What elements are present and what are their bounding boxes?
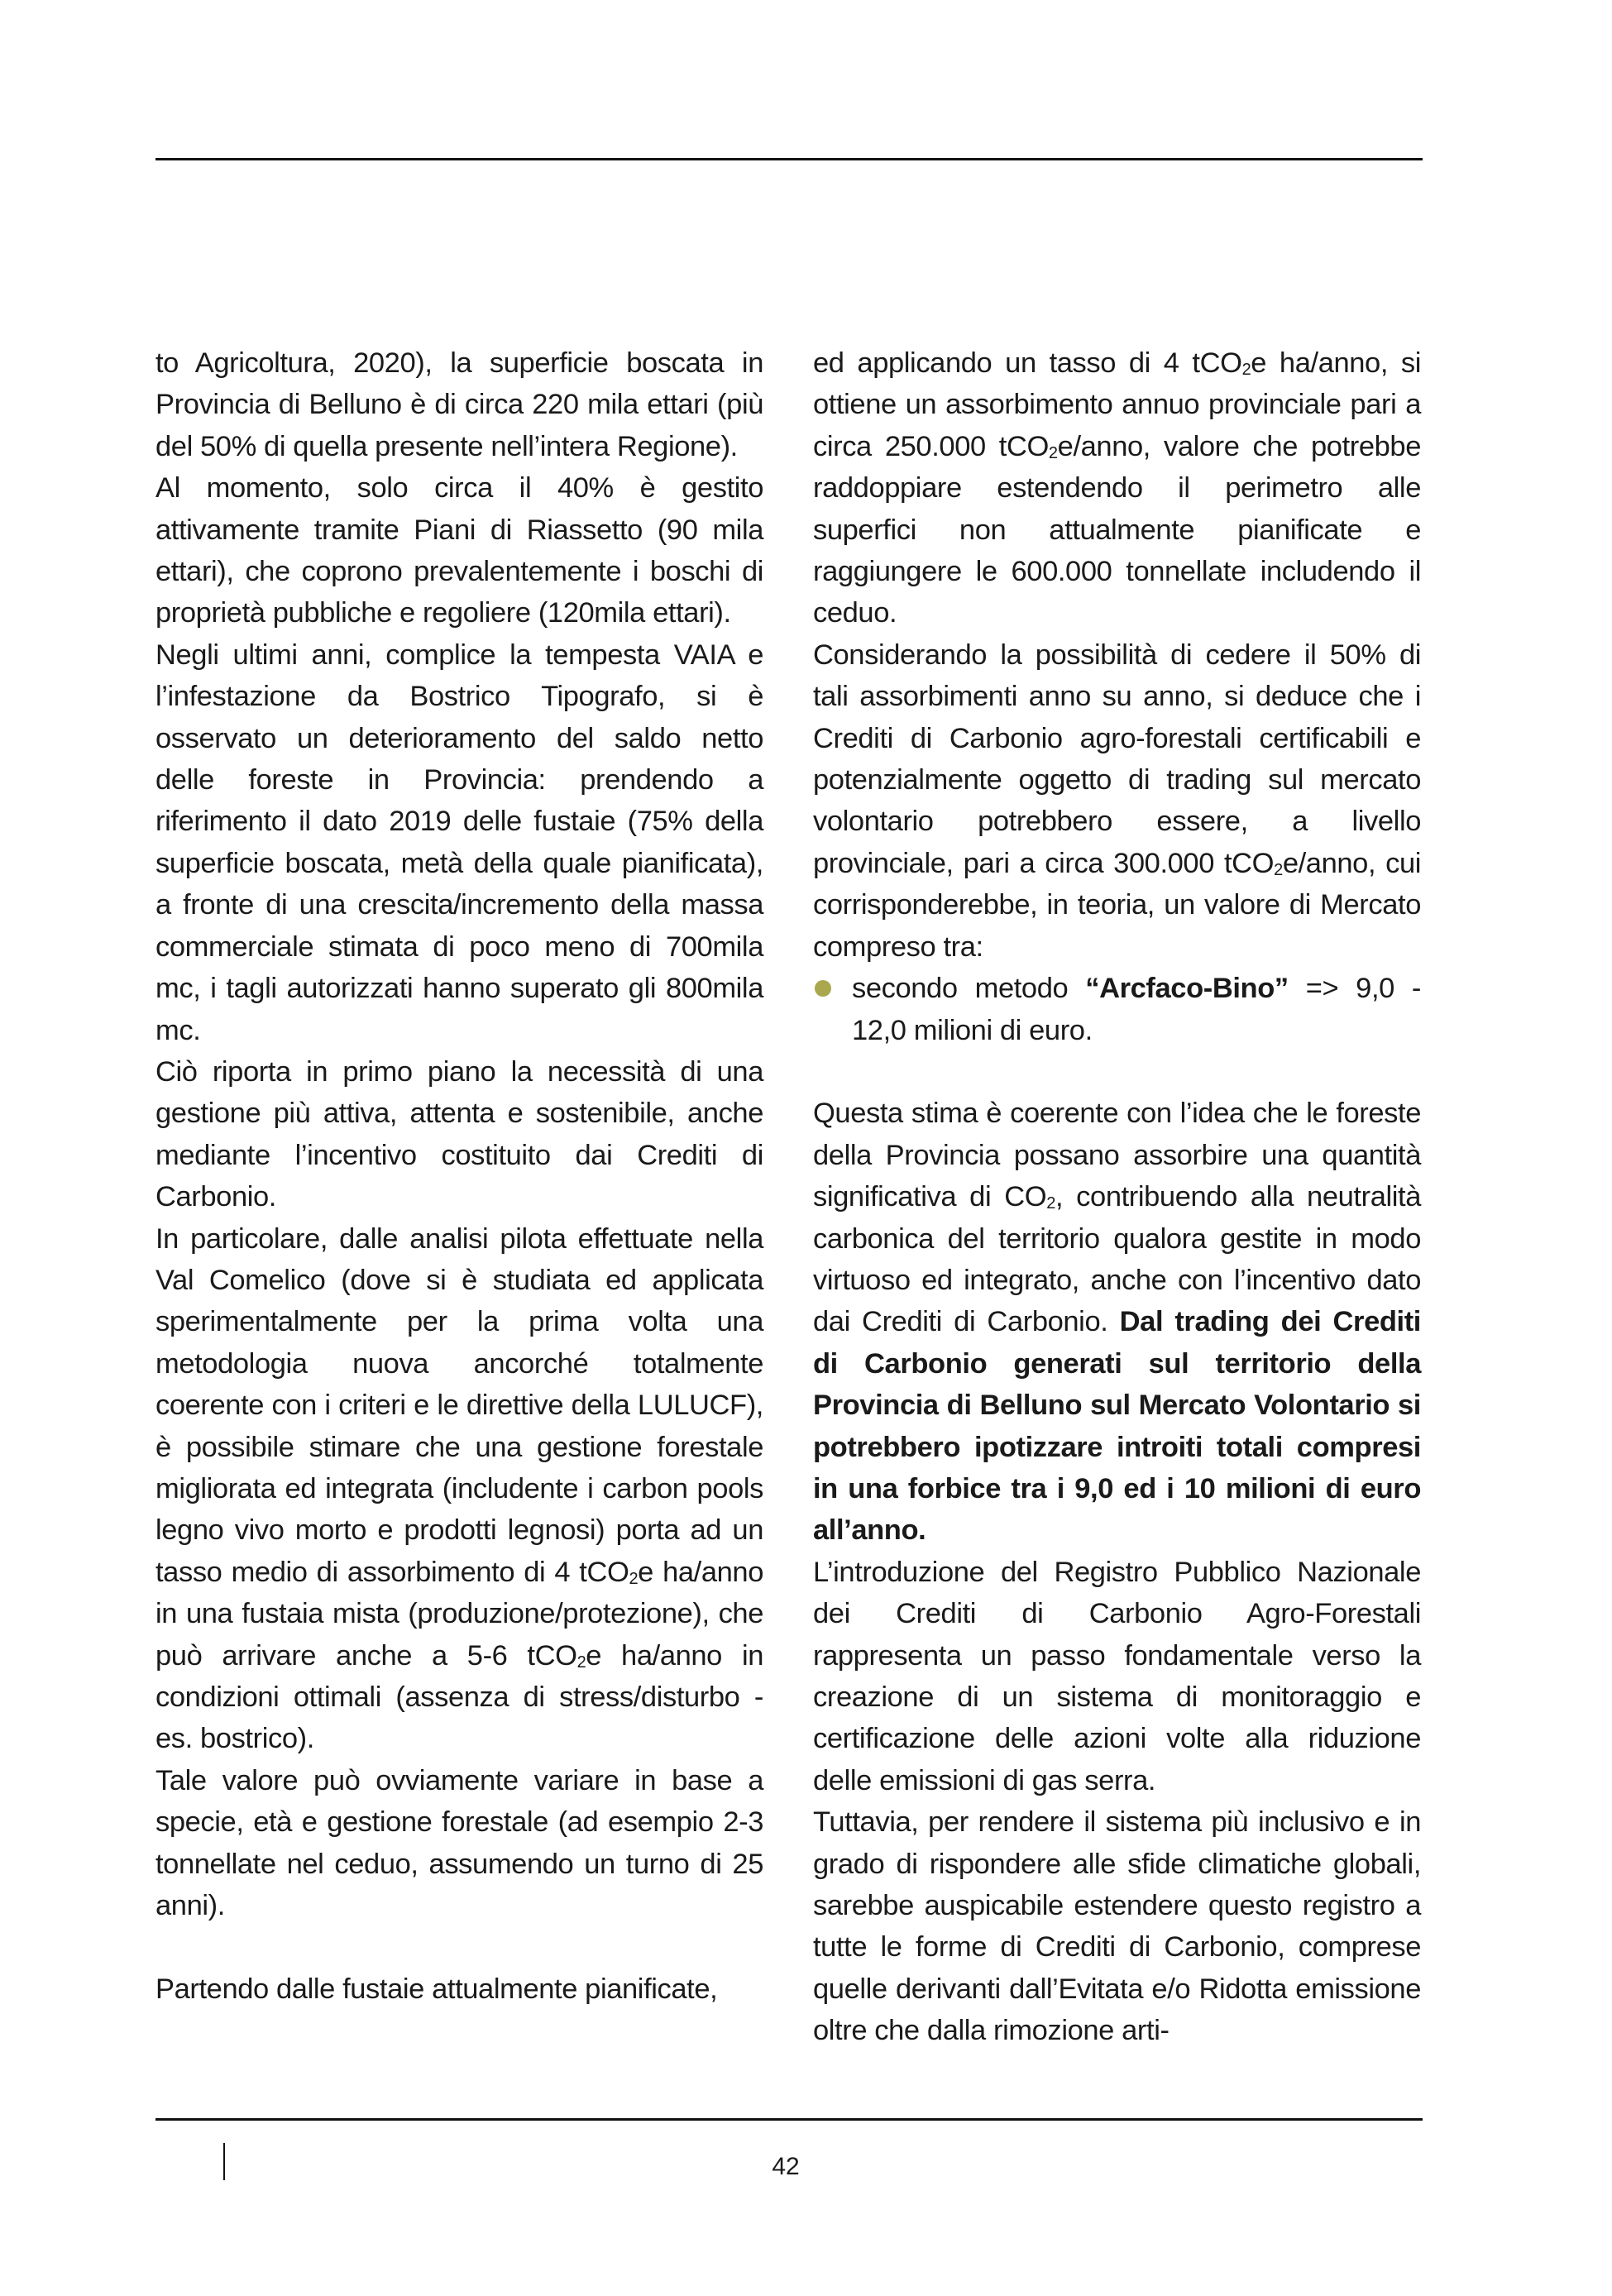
paragraph (813, 634, 1421, 968)
text-run: e/anno, valore che potrebbe raddoppiare estendendo il perimetro alle superfici non attualmente pianificate e raggiungere le 600.000 tonnellate includendo il ceduo. (813, 430, 1421, 629)
subscript: 2 (1274, 860, 1283, 879)
header-rule (155, 158, 1423, 160)
paragraph: Tuttavia, per rendere il sistema più inclusivo e in grado di rispondere alle sfide climatiche globali, sarebbe auspicabile estendere questo registro a tutte le forme di Crediti di Carbonio, comprese quelle derivanti dall’Evitata e/o Ridotta emissione oltre che dalla rimozione arti- (813, 1806, 1421, 2047)
paragraph (813, 342, 1421, 634)
text-run: e/anno, cui corrisponderebbe, in teoria, un valore di Mercato compreso tra: (813, 847, 1421, 963)
paragraph: L’introduzione del Registro Pubblico Nazionale dei Crediti di Carbonio Agro-Forestali rappresenta un passo fondamentale verso la creazione di un sistema di monitoraggio e certificazione delle azioni volte alla riduzione delle emissioni di gas serra. (813, 1556, 1421, 1796)
paragraph: Negli ultimi anni, complice la tempesta VAIA e l’infestazione da Bostrico Tipografo, si è osservato un deterioramento del saldo netto delle foreste in Provincia: prendendo a riferimento il dato 2019 delle fustaie (75% della superficie boscata, metà della quale pianificata), a fronte di una crescita/incremento della massa commerciale stimata di poco meno di 700mila mc, i tagli autorizzati hanno superato gli 800mila mc. (155, 639, 763, 1046)
text-run: e ha/anno in una fustaia mista (produzione/protezione), che può arrivare anche a 5-6 tCO (155, 1556, 763, 1672)
text-run: Questa stima è coerente con l’idea che le foreste della Provincia possano assorbire una quantità significativa di CO (813, 1098, 1421, 1213)
left-column (155, 342, 763, 2010)
method-name: “Arcfaco-Bino” (1085, 973, 1289, 1005)
text-run: , contribuendo alla neutralità carbonica del territorio qualora gestite in modo virtuoso ed integrato, anche con l’incentivo dato dai Crediti di Carbonio. (813, 1181, 1421, 1338)
paragraph: to Agricoltura, 2020), la superficie boscata in Provincia di Belluno è di circa 220 mila ettari (più del 50% di quella presente nell’intera Regione). (155, 347, 763, 462)
text-run: Considerando la possibilità di cedere il 50% di tali assorbimenti anno su anno, si deduce che i Crediti di Carbonio agro-forestali certificabili e potenzialmente oggetto di trading sul mercato volontario potrebbero essere, a livello provinciale, pari a circa 300.000 tCO (813, 639, 1421, 879)
highlighted-statement: Dal trading dei Crediti di Carbonio generati sul territorio della Provincia di Belluno sul Mercato Volontario si potrebbero ipotizzare introiti totali compresi in una forbice tra i 9,0 ed i 10 milioni di euro all’anno. (813, 1306, 1421, 1547)
text-run: In particolare, dalle analisi pilota effettuate nella Val Comelico (dove si è studiata ed applicata sperimentalmente per la prima volta una metodologia nuova ancorché totalmente coerente con i criteri e le direttive della LULUCF), è possibile stimare che una gestione forestale migliorata ed integrata (includente i carbon pools legno vivo morto e prodotti legnosi) porta ad un tasso medio di assorbimento di 4 tCO (155, 1222, 763, 1588)
subscript: 2 (629, 1569, 639, 1588)
bullet-list-item (813, 968, 1421, 1051)
text-run: e ha/anno in condizioni ottimali (assenza di stress/disturbo - es. bostrico). (155, 1639, 763, 1755)
paragraph: Partendo dalle fustaie attualmente pianificate, (155, 1973, 718, 2005)
paragraph: Ciò riporta in primo piano la necessità di una gestione più attiva, attenta e sostenibile, anche mediante l’incentivo costituito dai Crediti di Carbonio. (155, 1055, 763, 1213)
paragraph: Al momento, solo circa il 40% è gestito attivamente tramite Piani di Riassetto (90 mila ettari), che coprono prevalentemente i boschi di proprietà pubbliche e regoliere (120mila ettari). (155, 472, 763, 629)
paragraph (813, 1093, 1421, 1551)
subscript: 2 (1241, 361, 1251, 379)
footer-rule (155, 2118, 1423, 2121)
right-column (813, 342, 1421, 2052)
page-number: 42 (772, 2153, 800, 2180)
text-run: ed applicando un tasso di 4 tCO (813, 347, 1242, 379)
text-run: secondo metodo (852, 973, 1086, 1005)
bullet-dot-icon (815, 980, 831, 997)
subscript: 2 (1048, 443, 1058, 462)
paragraph (155, 1218, 763, 1760)
subscript: 2 (1046, 1194, 1055, 1213)
paragraph: Tale valore può ovviamente variare in base a specie, età e gestione forestale (ad esempio 2-3 tonnellate nel ceduo, assumendo un turno di 25 anni). (155, 1764, 763, 1922)
subscript: 2 (576, 1653, 586, 1672)
text-run: => 9,0 - 12,0 milioni di euro. (852, 973, 1421, 1046)
text-run: e ha/anno, si ottiene un assorbimento annuo provinciale pari a circa 250.000 tCO (813, 347, 1421, 462)
footer-tick-mark (223, 2143, 225, 2180)
